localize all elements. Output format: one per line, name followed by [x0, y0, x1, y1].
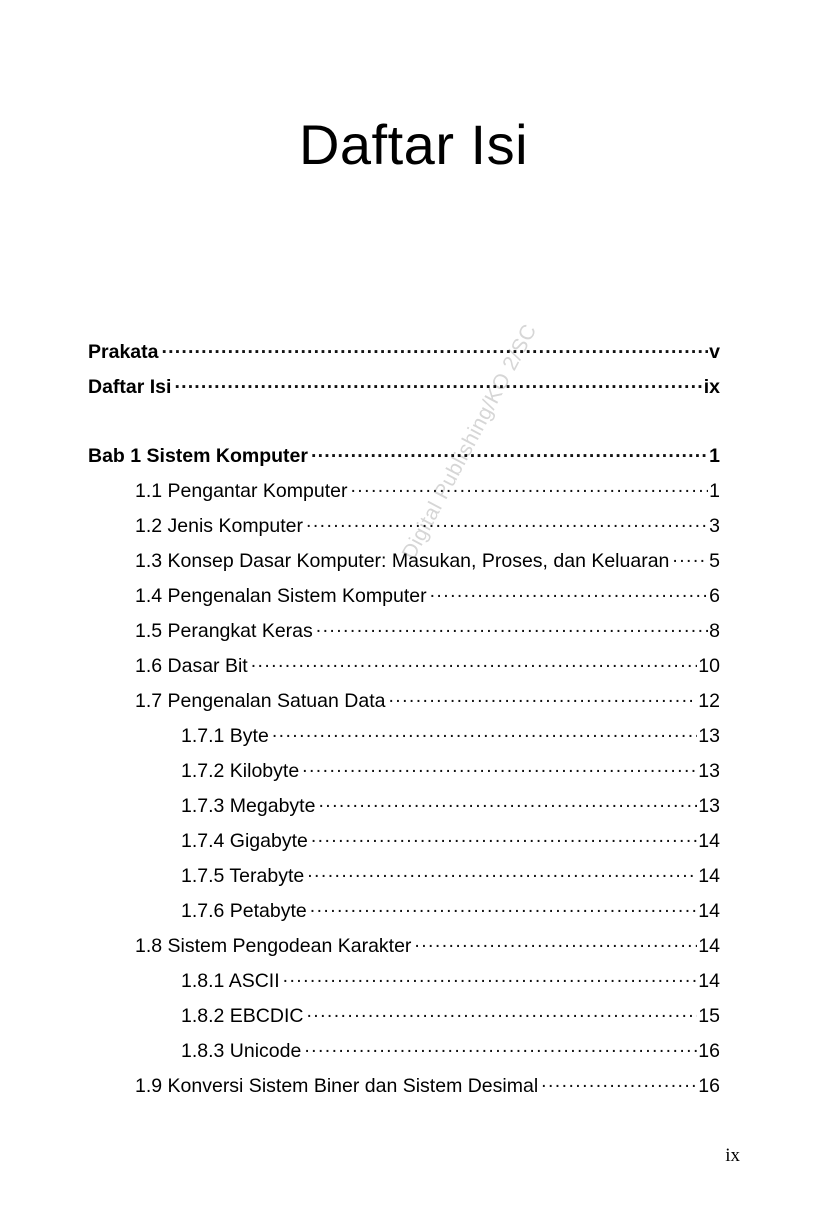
- toc-entry-label: 1.7.4 Gigabyte: [181, 829, 308, 852]
- toc-entry-label: 1.9 Konversi Sistem Biner dan Sistem Desimal: [135, 1074, 539, 1097]
- toc-entry-page: 10: [698, 654, 720, 677]
- toc-entry-page: 13: [698, 794, 720, 817]
- toc-entry[interactable]: [135, 932, 720, 967]
- toc-entry-page: 16: [698, 1074, 720, 1097]
- toc-leader-dots: [302, 757, 697, 777]
- toc-entry-page: 3: [709, 514, 720, 537]
- toc-entry[interactable]: [181, 1002, 720, 1037]
- toc-leader-dots: [304, 1037, 697, 1057]
- toc-leader-dots: [272, 722, 697, 742]
- toc-leader-dots: [672, 547, 708, 567]
- toc-entry[interactable]: [135, 1072, 720, 1107]
- toc-entry-label: Prakata: [88, 340, 159, 363]
- toc-entry[interactable]: [135, 687, 720, 722]
- toc-entry-label: 1.7.5 Terabyte: [181, 864, 305, 887]
- toc-entry[interactable]: [135, 582, 720, 617]
- toc-leader-dots: [414, 932, 697, 952]
- toc-entry[interactable]: [181, 897, 720, 932]
- toc-entry-page: v: [709, 340, 720, 363]
- toc-leader-dots: [310, 897, 698, 917]
- toc-entry-page: 8: [709, 619, 720, 642]
- toc-leader-dots: [541, 1072, 697, 1092]
- toc-entry-page: 13: [698, 724, 720, 747]
- toc-entry[interactable]: [181, 862, 720, 897]
- toc-entry-list: [88, 477, 720, 1107]
- toc-entry-label: 1.7.3 Megabyte: [181, 794, 316, 817]
- toc-entry-label: 1.7 Pengenalan Satuan Data: [135, 689, 386, 712]
- toc-entry-daftar-isi[interactable]: [88, 373, 720, 408]
- toc-chapter-group: [88, 442, 720, 1107]
- toc-entry-page: 14: [698, 829, 720, 852]
- table-of-contents: [88, 338, 720, 1107]
- toc-entry-label: 1.2 Jenis Komputer: [135, 514, 304, 537]
- toc-entry-chapter-1[interactable]: [88, 442, 720, 477]
- toc-entry[interactable]: [135, 617, 720, 652]
- toc-entry-page: ix: [703, 375, 720, 398]
- toc-leader-dots: [251, 652, 698, 672]
- toc-front-matter-group: [88, 338, 720, 408]
- toc-entry-page: 6: [709, 584, 720, 607]
- toc-entry-label: 1.1 Pengantar Komputer: [135, 479, 348, 502]
- toc-leader-dots: [318, 792, 697, 812]
- toc-entry-page: 14: [698, 864, 720, 887]
- toc-entry-label: 1.8.3 Unicode: [181, 1039, 302, 1062]
- toc-leader-dots: [316, 617, 708, 637]
- toc-entry-page: 12: [698, 689, 720, 712]
- toc-entry-page: 16: [698, 1039, 720, 1062]
- footer-page-number: ix: [725, 1145, 740, 1166]
- toc-entry[interactable]: [135, 512, 720, 547]
- toc-leader-dots: [311, 442, 708, 462]
- toc-leader-dots: [161, 338, 708, 358]
- toc-entry-label: 1.3 Konsep Dasar Komputer: Masukan, Proses, dan Keluaran: [135, 549, 670, 572]
- toc-leader-dots: [430, 582, 709, 602]
- toc-leader-dots: [306, 512, 708, 532]
- toc-leader-dots: [388, 687, 697, 707]
- toc-entry[interactable]: [181, 827, 720, 862]
- toc-entry[interactable]: [135, 547, 720, 582]
- toc-entry-label: 1.8.2 EBCDIC: [181, 1004, 304, 1027]
- toc-entry-label: 1.8.1 ASCII: [181, 969, 280, 992]
- toc-entry-label: 1.7.6 Petabyte: [181, 899, 307, 922]
- toc-entry-label: 1.4 Pengenalan Sistem Komputer: [135, 584, 427, 607]
- toc-entry-label: Bab 1 Sistem Komputer: [88, 444, 308, 467]
- toc-section-spacer: [88, 408, 720, 442]
- toc-entry-page: 15: [698, 1004, 720, 1027]
- toc-entry[interactable]: [181, 967, 720, 1002]
- toc-entry-page: 5: [709, 549, 720, 572]
- toc-entry[interactable]: [181, 722, 720, 757]
- toc-leader-dots: [311, 827, 697, 847]
- toc-entry-label: 1.7.2 Kilobyte: [181, 759, 300, 782]
- toc-entry-page: 14: [698, 934, 720, 957]
- toc-leader-dots: [307, 862, 697, 882]
- toc-entry-label: 1.7.1 Byte: [181, 724, 269, 747]
- toc-entry-page: 1: [709, 444, 720, 467]
- toc-entry[interactable]: [181, 757, 720, 792]
- toc-entry[interactable]: [181, 792, 720, 827]
- watermark-text: Digital Publishing/KO 2/SC: [397, 320, 542, 564]
- toc-entry[interactable]: [135, 477, 720, 512]
- toc-entry-page: 14: [698, 969, 720, 992]
- toc-entry-label: Daftar Isi: [88, 375, 172, 398]
- toc-leader-dots: [174, 373, 702, 393]
- toc-leader-dots: [350, 477, 708, 497]
- toc-leader-dots: [283, 967, 698, 987]
- toc-leader-dots: [306, 1002, 697, 1022]
- toc-entry-page: 13: [698, 759, 720, 782]
- page-title: Daftar Isi: [298, 112, 529, 176]
- toc-entry-label: 1.6 Dasar Bit: [135, 654, 248, 677]
- toc-entry-label: 1.5 Perangkat Keras: [135, 619, 313, 642]
- toc-entry-page: 14: [698, 899, 720, 922]
- toc-entry[interactable]: [135, 652, 720, 687]
- toc-entry-prakata[interactable]: [88, 338, 720, 373]
- toc-entry-page: 1: [709, 479, 720, 502]
- toc-entry-label: 1.8 Sistem Pengodean Karakter: [135, 934, 412, 957]
- toc-entry[interactable]: [181, 1037, 720, 1072]
